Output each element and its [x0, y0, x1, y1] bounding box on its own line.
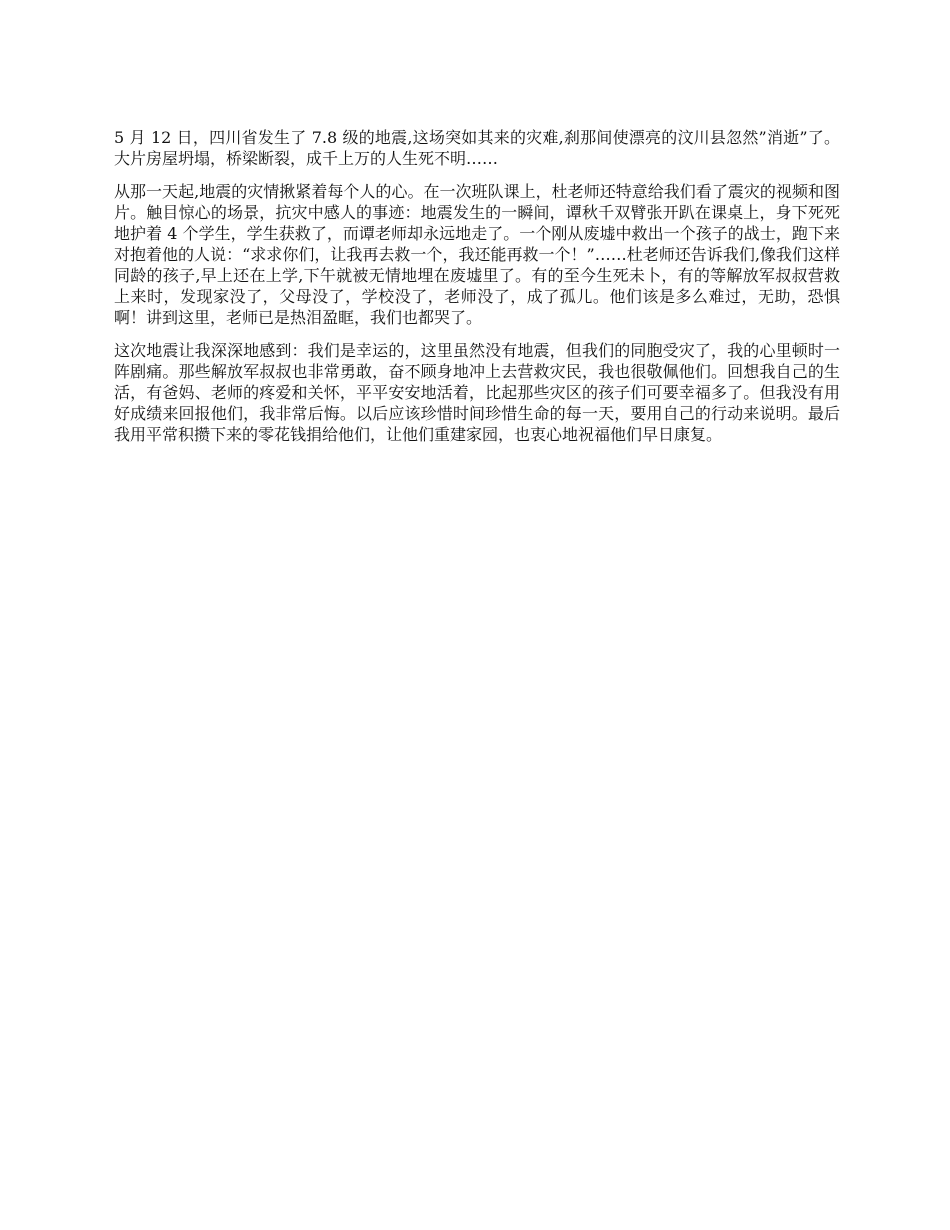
paragraph-class-meeting: 从那一天起,地震的灾情揪紧着每个人的心。在一次班队课上，杜老师还特意给我们看了震灾的视频和图片。触目惊心的场景，抗灾中感人的事迹：地震发生的一瞬间，谭秋千双臂张开趴在课桌上，身下死死地护着 4 个学生，学生获救了，而谭老师却永远地走了。一个刚从废墟中救出一个孩子的战士，跑下来对抱着他的人说：“求求你们，让我再去救一个，我还能再救一个！”……杜老师还告诉我们,像我们这样同龄的孩子,早上还在上学,下午就被无情地埋在废墟里了。有的至今生死未卜，有的等解放军叔叔营救上来时，发现家没了，父母没了，学校没了，老师没了，成了孤儿。他们该是多么难过，无助，恐惧啊！讲到这里，老师已是热泪盈眶，我们也都哭了。: [114, 182, 840, 327]
paragraph-reflection: 这次地震让我深深地感到：我们是幸运的，这里虽然没有地震，但我们的同胞受灾了，我的心里顿时一阵剧痛。那些解放军叔叔也非常勇敢，奋不顾身地冲上去营救灾民，我也很敬佩他们。回想我自己的生活，有爸妈、老师的疼爱和关怀，平平安安地活着，比起那些灾区的孩子们可要幸福多了。但我没有用好成绩来回报他们，我非常后悔。以后应该珍惜时间珍惜生命的每一天，要用自己的行动来说明。最后我用平常积攒下来的零花钱捐给他们，让他们重建家园，也衷心地祝福他们早日康复。: [114, 341, 840, 444]
document-page: [114, 127, 840, 457]
paragraph-earthquake-intro: 5 月 12 日，四川省发生了 7.8 级的地震,这场突如其来的灾难,刹那间使漂亮的汶川县忽然”消逝”了。大片房屋坍塌，桥梁断裂，成千上万的人生死不明……: [114, 128, 840, 168]
